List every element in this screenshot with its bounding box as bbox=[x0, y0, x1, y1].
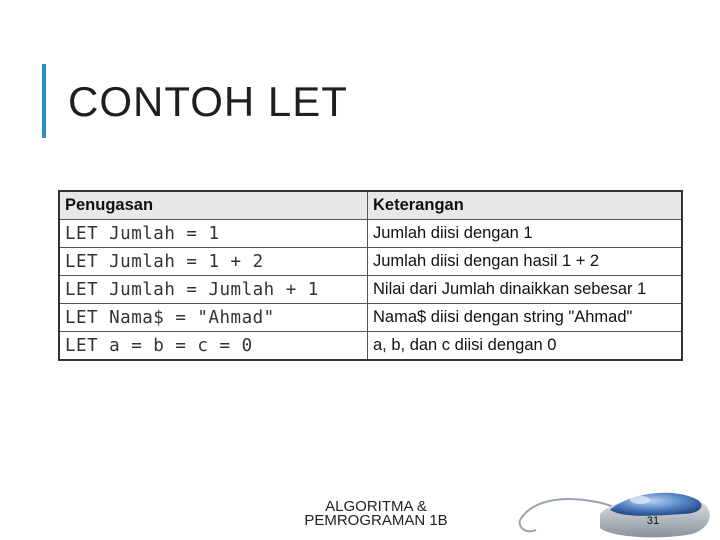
table-cell-code: LET Jumlah = 1 bbox=[59, 220, 368, 248]
header-keterangan: Keterangan bbox=[368, 191, 683, 220]
table-cell-description: Jumlah diisi dengan 1 bbox=[368, 220, 683, 248]
table-cell-description: Nilai dari Jumlah dinaikkan sebesar 1 bbox=[368, 276, 683, 304]
table-cell-description: Jumlah diisi dengan hasil 1 + 2 bbox=[368, 248, 683, 276]
table-cell-code: LET Jumlah = 1 + 2 bbox=[59, 248, 368, 276]
footer-line-2: PEMROGRAMAN 1B bbox=[304, 512, 448, 529]
table-cell-description: Nama$ diisi dengan string "Ahmad" bbox=[368, 304, 683, 332]
footer-line-1: ALGORITMA & bbox=[325, 498, 427, 515]
table-row bbox=[59, 276, 682, 304]
table-row bbox=[59, 332, 682, 361]
table-row bbox=[59, 248, 682, 276]
header-penugasan: Penugasan bbox=[59, 191, 368, 220]
table-row bbox=[59, 220, 682, 248]
table-cell-code: LET a = b = c = 0 bbox=[59, 332, 368, 361]
table-header-row bbox=[59, 191, 682, 220]
let-examples-table bbox=[58, 190, 683, 361]
computer-mouse-icon bbox=[512, 470, 717, 540]
table-cell-code: LET Nama$ = "Ahmad" bbox=[59, 304, 368, 332]
slide-title: CONTOH LET bbox=[68, 78, 348, 125]
table-cell-code: LET Jumlah = Jumlah + 1 bbox=[59, 276, 368, 304]
title-accent-bar bbox=[42, 64, 46, 138]
table-cell-description: a, b, dan c diisi dengan 0 bbox=[368, 332, 683, 361]
page-number: 31 bbox=[646, 515, 660, 527]
slide-footer bbox=[286, 500, 466, 528]
table-row bbox=[59, 304, 682, 332]
